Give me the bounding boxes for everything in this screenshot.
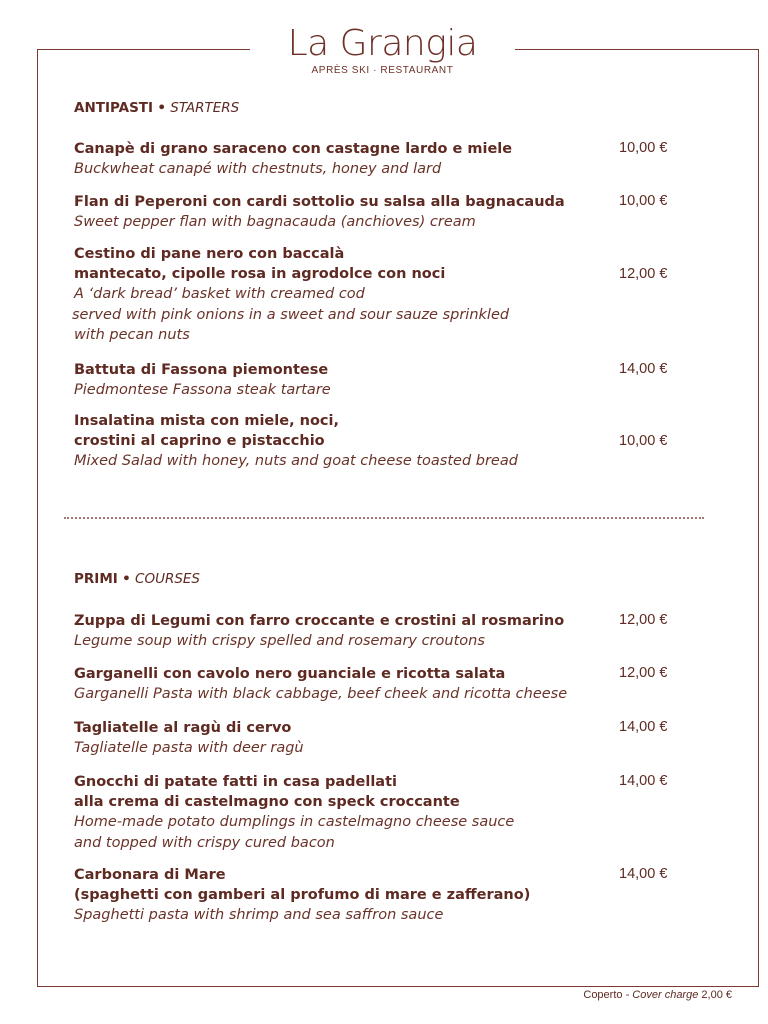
cover-charge-label: Coperto [583, 989, 623, 1001]
dish-description: A ‘dark bread’ basket with creamed cod [74, 286, 365, 302]
section-bullet: • [157, 100, 166, 116]
dish-name: Tagliatelle al ragù di cervo [74, 720, 292, 736]
dish-price: 12,00 € [619, 266, 668, 282]
dish-name: Gnocchi di patate fatti in casa padellati [74, 774, 397, 790]
dish-description: served with pink onions in a sweet and sour sauze sprinkled [72, 306, 510, 323]
dish-description: Legume soup with crispy spelled and rosemary croutons [74, 633, 485, 649]
dish-description: Spaghetti pasta with shrimp and sea saffron sauce [74, 907, 444, 923]
menu-item [74, 865, 704, 926]
dish-name: alla crema di castelmagno con speck croccante [74, 794, 460, 810]
dish-description: with pecan nuts [74, 327, 190, 343]
menu-item [74, 411, 704, 472]
menu-item [74, 664, 704, 705]
menu-header [250, 22, 515, 82]
dish-name: Zuppa di Legumi con farro croccante e crostini al rosmarino [74, 613, 565, 629]
dish-description: Buckwheat canapé with chestnuts, honey and lard [74, 161, 442, 177]
cover-charge-note [583, 989, 732, 1001]
section-subtitle: STARTERS [170, 100, 240, 116]
dish-price: 14,00 € [619, 719, 668, 735]
section-bullet: • [122, 571, 131, 587]
dish-name: Battuta di Fassona piemontese [74, 362, 329, 378]
dish-name: crostini al caprino e pistacchio [74, 433, 325, 449]
menu-item [74, 192, 704, 233]
section-name: PRIMI [74, 571, 118, 587]
dish-name: Carbonara di Mare [74, 867, 226, 883]
dish-description: Piedmontese Fassona steak tartare [74, 382, 331, 398]
dish-description: Tagliatelle pasta with deer ragù [74, 740, 304, 756]
cover-charge-price: 2,00 € [701, 989, 732, 1001]
dish-name: (spaghetti con gamberi al profumo di mare e zafferano) [74, 887, 531, 903]
dish-name: Cestino di pane nero con baccalà [74, 246, 345, 262]
dish-name: Insalatina mista con miele, noci, [74, 413, 339, 429]
section-title-antipasti [74, 100, 239, 116]
cover-charge-separator: - [622, 989, 633, 1001]
restaurant-logo: La Grangia [287, 23, 478, 64]
menu-item [74, 611, 704, 652]
dish-price: 10,00 € [619, 433, 668, 449]
menu-item [74, 360, 704, 401]
dish-name: mantecato, cipolle rosa in agrodolce con noci [74, 266, 446, 282]
restaurant-tagline: APRÈS SKI · RESTAURANT [311, 65, 454, 76]
dish-description: Garganelli Pasta with black cabbage, beef cheek and ricotta cheese [74, 686, 568, 702]
menu-item [74, 718, 704, 759]
section-subtitle: COURSES [135, 571, 200, 587]
cover-charge-label-en: Cover charge [632, 989, 699, 1001]
section-name: ANTIPASTI [74, 100, 154, 116]
dish-price: 10,00 € [619, 193, 668, 209]
dish-description: and topped with crispy cured bacon [74, 834, 335, 851]
menu-item [74, 244, 704, 346]
dish-name: Canapè di grano saraceno con castagne lardo e miele [74, 141, 513, 157]
dish-price: 14,00 € [619, 361, 668, 377]
dish-price: 12,00 € [619, 612, 668, 628]
dish-description: Home-made potato dumplings in castelmagno cheese sauce [74, 814, 515, 830]
section-divider [64, 517, 704, 519]
dish-description: Mixed Salad with honey, nuts and goat cheese toasted bread [74, 453, 518, 469]
dish-description: Sweet pepper flan with bagnacauda (anchioves) cream [74, 214, 476, 230]
menu-item [74, 772, 704, 853]
section-title-primi [74, 571, 200, 587]
menu-item [74, 139, 704, 180]
dish-name: Flan di Peperoni con cardi sottolio su salsa alla bagnacauda [74, 194, 565, 210]
dish-price: 14,00 € [619, 773, 668, 789]
dish-name: Garganelli con cavolo nero guanciale e ricotta salata [74, 666, 506, 682]
dish-price: 10,00 € [619, 140, 668, 156]
dish-price: 12,00 € [619, 665, 668, 681]
dish-price: 14,00 € [619, 866, 668, 882]
